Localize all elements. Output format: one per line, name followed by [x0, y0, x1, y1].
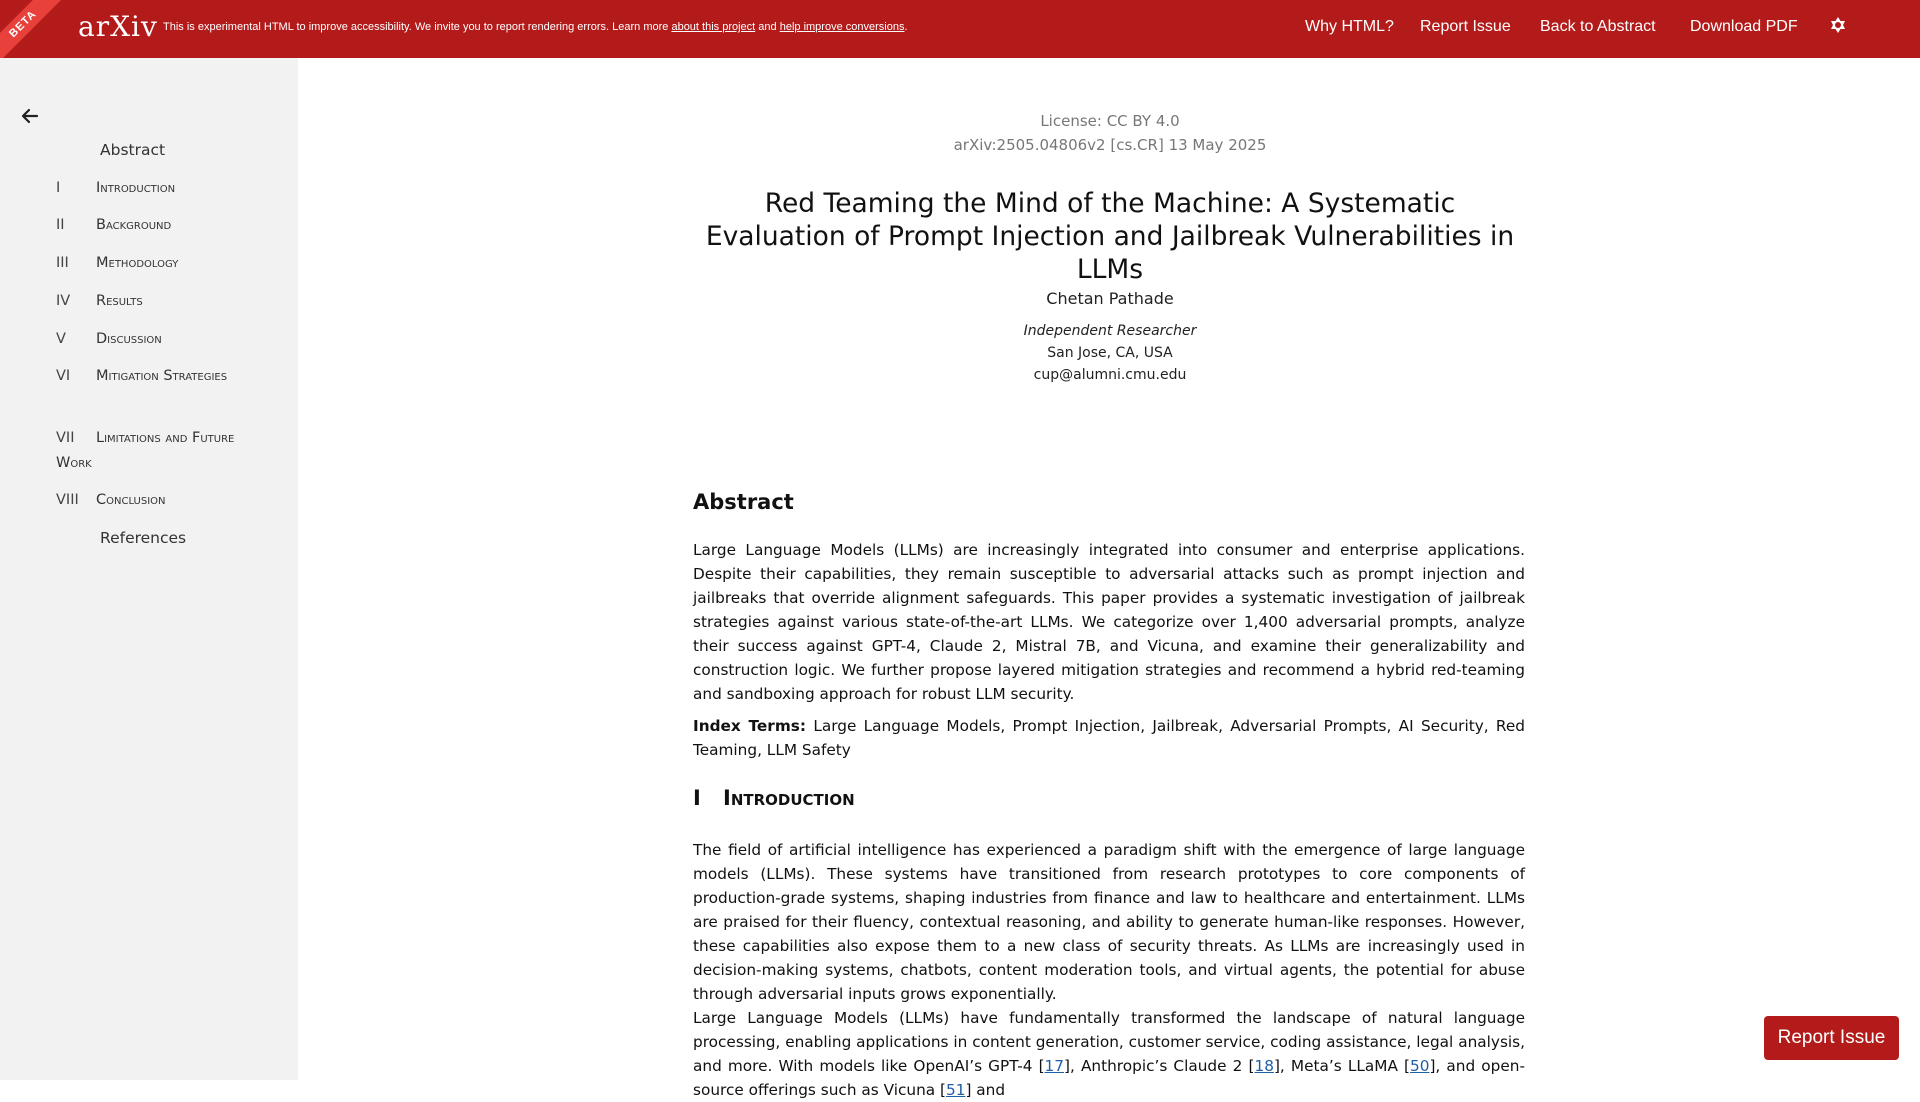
toc-item-background[interactable]: [56, 213, 296, 238]
citation-link[interactable]: 17: [1044, 1057, 1064, 1075]
toc-abstract[interactable]: Abstract: [100, 141, 166, 159]
top-banner: [0, 0, 1920, 58]
citation-link[interactable]: 18: [1254, 1057, 1274, 1075]
toc-num: VII: [56, 430, 75, 446]
intro-p2-text-e: ] and: [965, 1081, 1006, 1099]
intro-p2-text-b: ], Anthropic’s Claude 2 [: [1064, 1057, 1255, 1075]
nav-back-to-abstract[interactable]: Back to Abstract: [1540, 18, 1656, 35]
abstract-heading: Abstract: [693, 490, 794, 514]
toc-item-limitations[interactable]: [56, 426, 246, 476]
toc-num: I: [56, 180, 61, 196]
citation-link[interactable]: 51: [945, 1081, 966, 1099]
intro-p2-text-d: ], and open-source offerings such as Vicuna [: [693, 1057, 1526, 1099]
arxiv-logo[interactable]: arXiv: [78, 10, 158, 43]
author-email: cup@alumni.cmu.edu: [1033, 367, 1187, 383]
toc-item-results[interactable]: [56, 289, 296, 314]
nav-report-issue[interactable]: Report Issue: [1420, 18, 1511, 35]
toc-item-mitigation-strategies[interactable]: [56, 364, 246, 389]
toc-num: III: [56, 255, 69, 271]
abstract-text: Large Language Models (LLMs) are increasingly integrated into consumer and enterprise applications. Despite their capabilities, they remain susceptible to adversarial attacks such as prompt injection and jailbreaks that override alignment safeguards. This paper provides a systematic investigation of jailbreak strategies against various state-of-the-art LLMs. We categorize over 1,400 adversarial prompts, analyze their success against GPT-4, Claude 2, Mistral 7B, and Vicuna, and examine their generalizability and construction logic. We further propose layered mitigation strategies and recommend a hybrid red-teaming and sandboxing approach for robust LLM security.: [693, 541, 1525, 703]
intro-paragraph-1: The field of artificial intelligence has experienced a paradigm shift with the emergence of large language models (LLMs). These systems have transitioned from research prototypes to core components of production-grade systems, shaping industries from finance and law to healthcare and entertainment. LLMs are praised for their fluency, contextual reasoning, and ability to generate human-like responses. However, these capabilities also expose them to a new class of security threats. As LLMs are increasingly used in decision-making systems, chatbots, content moderation tools, and virtual agents, the potential for abuse through adversarial inputs grows exponentially.: [693, 841, 1525, 1003]
section-heading-introduction: [693, 786, 855, 810]
theme-toggle-icon[interactable]: [1828, 16, 1848, 38]
toc-num: IV: [56, 293, 71, 309]
toc-label: Mitigation Strategies: [96, 368, 228, 384]
arxiv-id-line: arXiv:2505.04806v2 [cs.CR] 13 May 2025: [953, 136, 1267, 154]
toc-references[interactable]: References: [100, 529, 187, 547]
toc-num: VIII: [56, 492, 79, 508]
section-number: I: [693, 786, 701, 810]
notice-period: .: [904, 21, 908, 33]
nav-why-html[interactable]: Why HTML?: [1305, 18, 1394, 35]
toc-label: Background: [96, 217, 172, 233]
citation-link[interactable]: 50: [1410, 1057, 1430, 1075]
toc-item-methodology[interactable]: [56, 251, 296, 276]
nav-download-pdf[interactable]: Download PDF: [1690, 18, 1798, 35]
toc-label: Introduction: [96, 180, 176, 196]
section-title: Introduction: [723, 786, 855, 810]
intro-p2-text-a: Large Language Models (LLMs) have fundamentally transformed the landscape of natural language processing, enabling applications in content generation, customer service, coding assistance, legal analysis, and more. With models like OpenAI’s GPT-4 [: [693, 1009, 1525, 1075]
toc-item-introduction[interactable]: [56, 176, 296, 201]
paper-title: Red Teaming the Mind of the Machine: A Systematic Evaluation of Prompt Injection and Jailbreak Vulnerabilities in LLMs: [705, 188, 1515, 285]
author-affiliation: Independent Researcher: [1023, 323, 1197, 339]
toc-label: Discussion: [96, 331, 162, 347]
toc-label: Conclusion: [96, 492, 166, 508]
floating-report-issue-button[interactable]: Report Issue: [1764, 1016, 1899, 1060]
beta-ribbon: BETA: [0, 0, 69, 70]
toc-item-conclusion[interactable]: [56, 488, 296, 513]
help-improve-link[interactable]: help improve conversions: [779, 21, 905, 33]
author-location: San Jose, CA, USA: [1047, 345, 1173, 361]
experimental-notice: [163, 21, 908, 33]
toc-label: Results: [96, 293, 143, 309]
index-terms-label: Index Terms:: [693, 717, 807, 735]
table-of-contents: [0, 58, 298, 1080]
about-project-link[interactable]: about this project: [671, 21, 756, 33]
license-line[interactable]: License: CC BY 4.0: [1040, 112, 1180, 130]
toc-num: V: [56, 331, 66, 347]
notice-text: This is experimental HTML to improve accessibility. We invite you to report rendering errors. Learn more: [163, 21, 669, 33]
toc-label: Limitations and Future Work: [56, 430, 235, 471]
toc-label: Methodology: [96, 255, 179, 271]
index-terms-text: Large Language Models, Prompt Injection, Jailbreak, Adversarial Prompts, AI Security, Red Teaming, LLM Safety: [693, 717, 1525, 759]
author-name: Chetan Pathade: [1046, 289, 1174, 308]
toc-item-discussion[interactable]: [56, 327, 296, 352]
intro-p2-text-c: ], Meta’s LLaMA [: [1273, 1057, 1410, 1075]
index-terms: [693, 714, 1525, 762]
collapse-toc-arrow-icon[interactable]: [20, 106, 40, 126]
toc-num: VI: [56, 368, 71, 384]
notice-and: and: [758, 21, 777, 33]
toc-num: II: [56, 217, 65, 233]
intro-paragraph-2: [693, 1006, 1525, 1102]
